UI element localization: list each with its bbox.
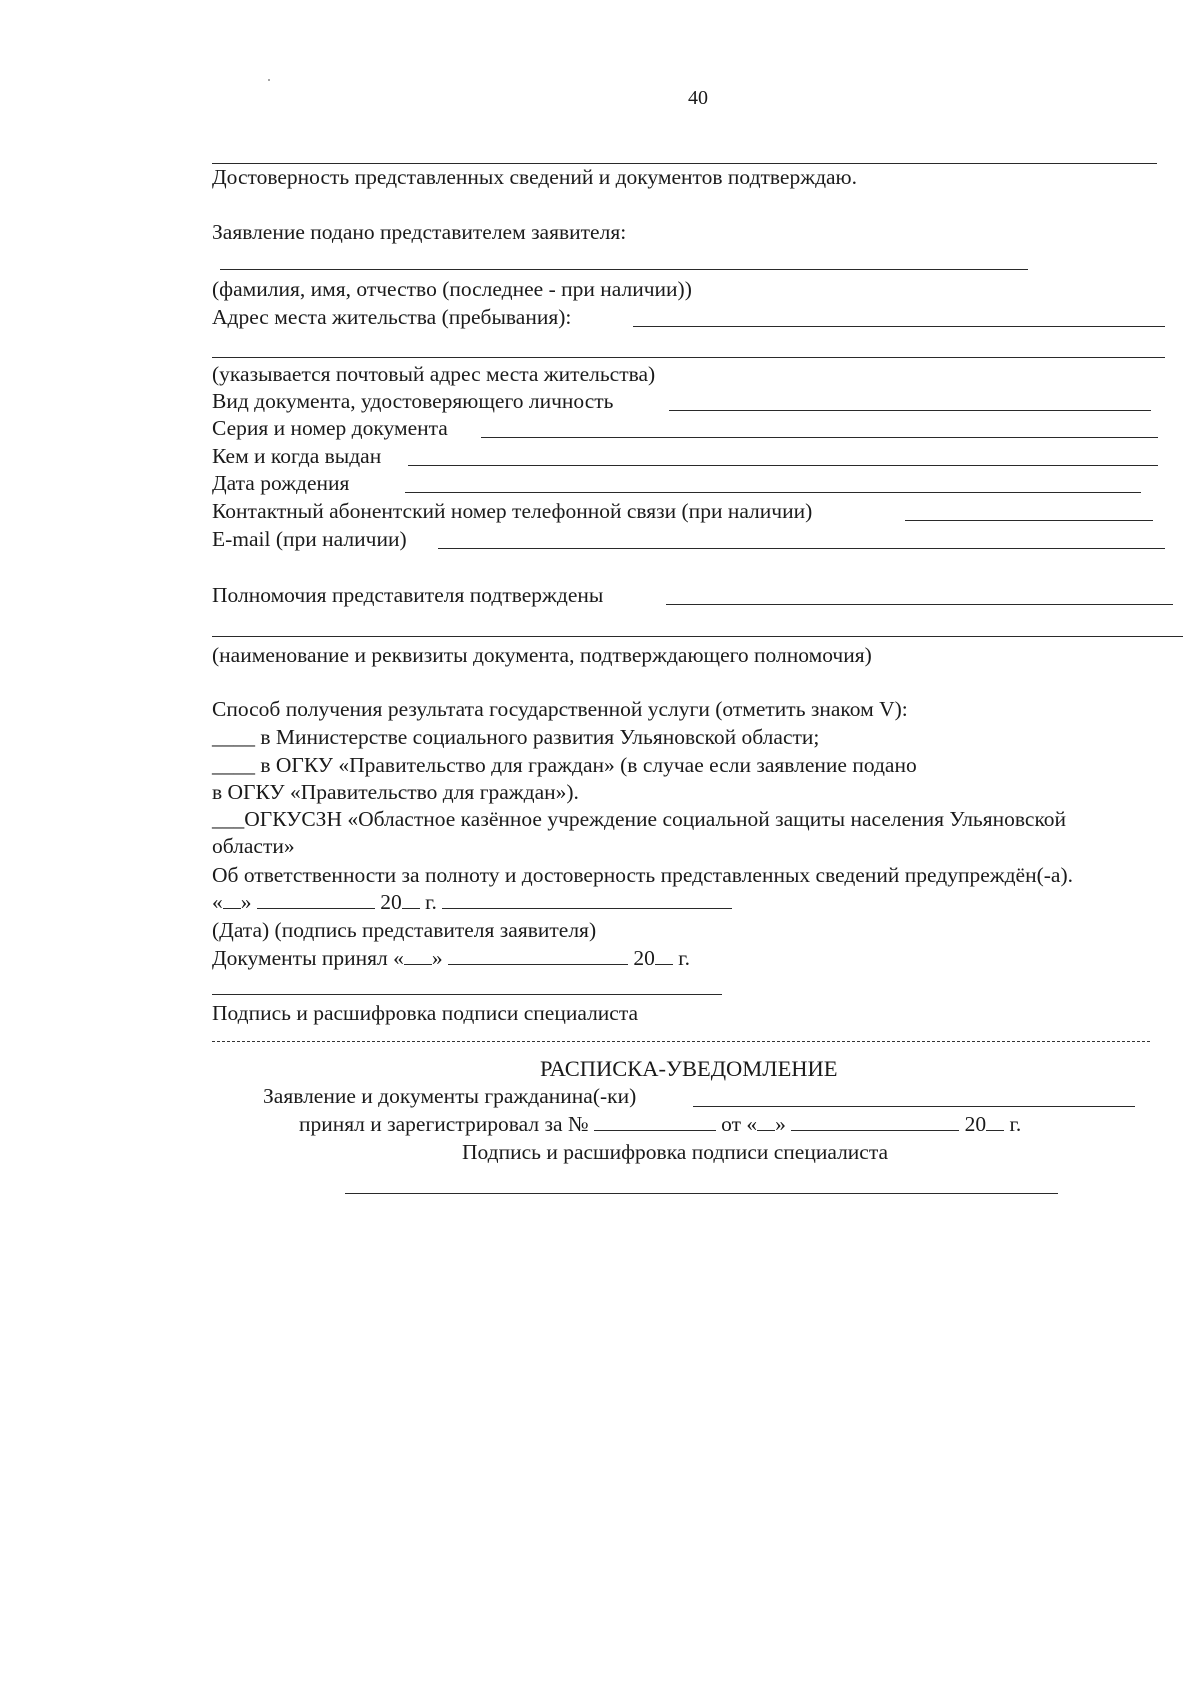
specialist-sign-label: Подпись и расшифровка подписи специалиста: [212, 1001, 639, 1025]
receipt-day-field[interactable]: [757, 1112, 775, 1131]
authority-label: Полномочия представителя подтверждены: [212, 583, 604, 607]
docs-accepted-label: Документы принял: [212, 946, 388, 970]
fio-field-line[interactable]: [220, 269, 1028, 270]
receipt-citizen-label: Заявление и документы гражданина(-ки): [263, 1084, 637, 1108]
accept-year-field[interactable]: [655, 946, 673, 965]
authority-field-line-2[interactable]: [212, 636, 1183, 637]
option-ministry-text: в Министерстве социального развития Ульяновской области;: [260, 725, 820, 749]
day-field[interactable]: [223, 890, 241, 909]
authority-field[interactable]: [666, 604, 1173, 605]
receipt-citizen-field[interactable]: [693, 1106, 1135, 1107]
year-suffix: г.: [425, 890, 437, 914]
option-ogku: [212, 752, 917, 779]
receipt-registration-line: [299, 1111, 1021, 1138]
issued-by-label: Кем и когда выдан: [212, 444, 382, 468]
id-doc-type-label: Вид документа, удостоверяющего личность: [212, 389, 614, 413]
address-hint: (указывается почтовый адрес места жительства): [212, 362, 656, 386]
email-field[interactable]: [438, 548, 1165, 549]
year-field[interactable]: [402, 890, 420, 909]
option-ogkuszn-checkbox[interactable]: ___: [212, 807, 245, 831]
option-ogkuszn: [212, 806, 1066, 833]
email-label: E-mail (при наличии): [212, 527, 407, 551]
option-ogku-text: в ОГКУ «Правительство для граждан» (в случае если заявление подано: [260, 753, 917, 777]
receipt-title: РАСПИСКА-УВЕДОМЛЕНИЕ: [540, 1056, 838, 1081]
month-field[interactable]: [257, 890, 375, 909]
applicant-signature-field[interactable]: [442, 890, 732, 909]
phone-field[interactable]: [905, 520, 1153, 521]
close-quote: »: [431, 946, 443, 970]
fio-hint: (фамилия, имя, отчество (последнее - при наличии)): [212, 277, 692, 301]
receipt-number-field[interactable]: [594, 1112, 716, 1131]
option-ministry-checkbox[interactable]: ____: [212, 725, 255, 749]
responsibility-statement: Об ответственности за полноту и достоверность представленных сведений предупреждён(-а).: [212, 863, 1073, 887]
page-number: 40: [688, 87, 708, 109]
receipt-specialist-signature-field[interactable]: [345, 1193, 1058, 1194]
option-ogku-continued: в ОГКУ «Правительство для граждан»).: [212, 780, 579, 804]
receipt-year-prefix: 20: [964, 1112, 987, 1136]
birth-date-field[interactable]: [405, 492, 1141, 493]
close-quote: »: [240, 890, 252, 914]
open-quote: «: [212, 890, 223, 914]
close-quote: »: [775, 1112, 786, 1136]
option-ogkuszn-continued: области»: [212, 834, 295, 858]
receipt-month-field[interactable]: [791, 1112, 959, 1131]
doc-series-field[interactable]: [481, 437, 1158, 438]
receipt-year-suffix: г.: [1009, 1112, 1022, 1136]
receipt-registered-label: принял и зарегистрировал за №: [299, 1112, 589, 1136]
docs-accepted-line: [212, 945, 690, 972]
specialist-signature-field[interactable]: [212, 994, 722, 995]
submitted-by-rep: Заявление подано представителем заявителя:: [212, 220, 627, 244]
address-field-line[interactable]: [633, 326, 1165, 327]
option-ministry: [212, 724, 819, 751]
option-ogkuszn-text: ОГКУСЗН «Областное казённое учреждение социальной защиты населения Ульяновской: [244, 807, 1067, 831]
applicant-date-line: [212, 889, 732, 916]
confirm-statement: Достоверность представленных сведений и документов подтверждаю.: [212, 165, 857, 189]
issued-by-field[interactable]: [408, 465, 1158, 466]
id-doc-type-field[interactable]: [669, 410, 1151, 411]
accept-month-field[interactable]: [448, 946, 628, 965]
receipt-year-field[interactable]: [986, 1112, 1004, 1131]
cut-line: [212, 1041, 1150, 1042]
year-prefix: 20: [633, 946, 655, 970]
phone-label: Контактный абонентский номер телефонной связи (при наличии): [212, 499, 813, 523]
open-quote: «: [746, 1112, 758, 1136]
receipt-specialist-sign-label: Подпись и расшифровка подписи специалиста: [462, 1140, 889, 1164]
year-prefix: 20: [380, 890, 402, 914]
date-sign-hint: (Дата) (подпись представителя заявителя): [212, 918, 597, 942]
address-label: Адрес места жительства (пребывания):: [212, 305, 572, 329]
scan-speck: [268, 79, 270, 81]
authority-hint: (наименование и реквизиты документа, подтверждающего полномочия): [212, 643, 872, 667]
method-heading: Способ получения результата государственной услуги (отметить знаком V):: [212, 697, 908, 721]
accept-day-field[interactable]: [404, 946, 432, 965]
year-suffix: г.: [678, 946, 691, 970]
address-field-line-2[interactable]: [212, 357, 1165, 358]
open-quote: «: [393, 946, 404, 970]
receipt-from-label: от: [721, 1112, 742, 1136]
option-ogku-checkbox[interactable]: ____: [212, 753, 255, 777]
birth-date-label: Дата рождения: [212, 471, 350, 495]
doc-series-label: Серия и номер документа: [212, 416, 448, 440]
